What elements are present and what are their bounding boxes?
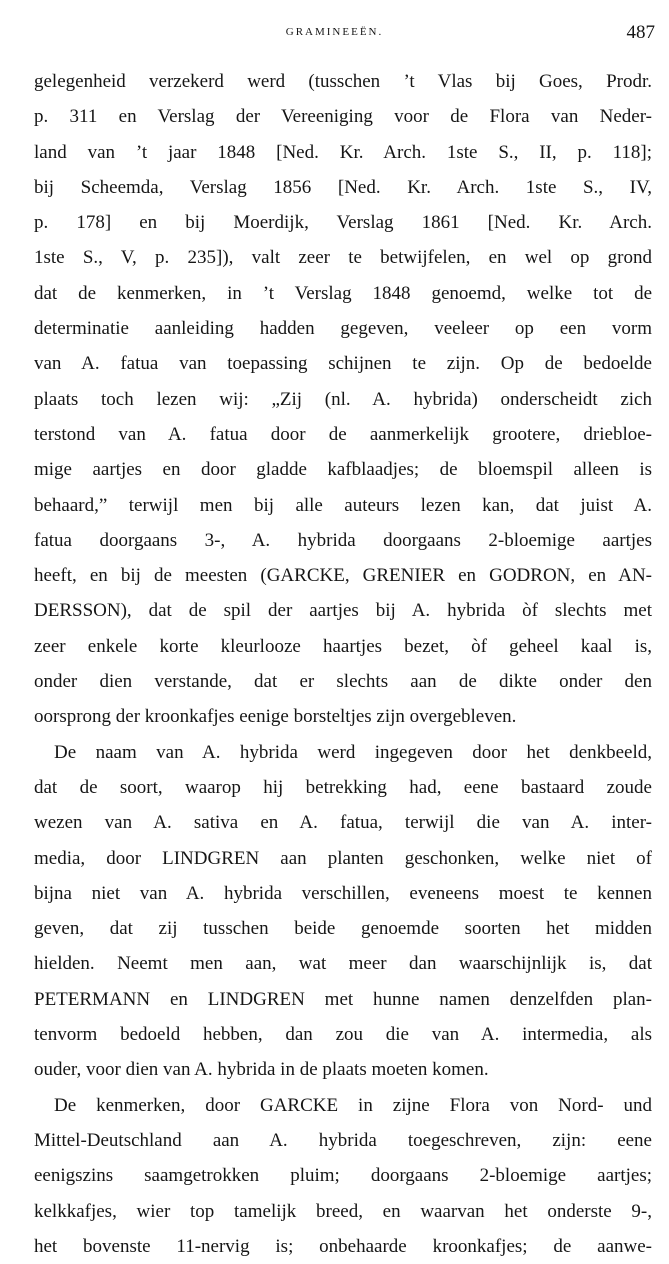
text-line: plaats toch lezen wij: „Zij (nl. A. hybrida) onderscheidt zich xyxy=(34,388,652,410)
text-line: gelegenheid verzekerd werd (tusschen ’t Vlas bij Goes, Prodr. xyxy=(34,71,652,92)
text-line: ouder, voor dien van A. hybrida in de plaats moeten komen. xyxy=(34,1059,489,1081)
body-text xyxy=(34,64,652,1264)
text-line: De naam van A. hybrida werd ingegeven door het denkbeeld, xyxy=(54,741,652,763)
text-line: zeer enkele korte kleurlooze haartjes bezet, òf geheel kaal is, xyxy=(34,635,652,657)
text-line: mige aartjes en door gladde kafblaadjes; de bloemspil alleen is xyxy=(34,459,652,481)
text-line: dat de soort, waarop hij betrekking had, eene bastaard zoude xyxy=(34,776,652,798)
text-line: geven, dat zij tusschen beide genoemde soorten het midden xyxy=(34,918,652,940)
text-line: dat de kenmerken, in ’t Verslag 1848 genoemd, welke tot de xyxy=(34,282,652,304)
page-header xyxy=(0,22,669,48)
text-line: PETERMANN en LINDGREN met hunne namen denzelfden plan- xyxy=(34,988,652,1010)
text-line: behaard,” terwijl men bij alle auteurs lezen kan, dat juist A. xyxy=(34,494,652,516)
text-line: De kenmerken, door GARCKE in zijne Flora von Nord- und xyxy=(54,1094,652,1116)
text-line: land van ’t jaar 1848 [Ned. Kr. Arch. 1ste S., II, p. 118]; xyxy=(34,141,652,163)
text-line: wezen van A. sativa en A. fatua, terwijl die van A. inter- xyxy=(34,812,652,834)
text-line: p. 311 en Verslag der Vereeniging voor de Flora van Neder- xyxy=(34,106,652,128)
page-number: 487 xyxy=(626,22,655,43)
text-line: hielden. Neemt men aan, wat meer dan waarschijnlijk is, dat xyxy=(34,953,652,975)
text-line: fatua doorgaans 3-, A. hybrida doorgaans 2-bloemige aartjes xyxy=(34,529,652,551)
text-line: van A. fatua van toepassing schijnen te zijn. Op de bedoelde xyxy=(34,353,652,375)
text-line: bij Scheemda, Verslag 1856 [Ned. Kr. Arch. 1ste S., IV, xyxy=(34,176,652,198)
text-line: onder dien verstande, dat er slechts aan de dikte onder den xyxy=(34,671,652,693)
text-line: oorsprong der kroonkafjes eenige borsteltjes zijn overgebleven. xyxy=(34,706,517,728)
text-line: heeft, en bij de meesten (GARCKE, GRENIER en GODRON, en AN- xyxy=(34,565,652,587)
text-line: 1ste S., V, p. 235]), valt zeer te betwijfelen, en wel op grond xyxy=(34,247,652,269)
text-line: terstond van A. fatua door de aanmerkelijk grootere, driebloe- xyxy=(34,423,652,445)
text-line: media, door LINDGREN aan planten geschonken, welke niet of xyxy=(34,847,652,869)
running-title: GRAMINEEËN. xyxy=(285,26,384,38)
text-line: tenvorm bedoeld hebben, dan zou die van A. intermedia, als xyxy=(34,1024,652,1046)
text-line: p. 178] en bij Moerdijk, Verslag 1861 [Ned. Kr. Arch. xyxy=(34,212,652,234)
text-line: determinatie aanleiding hadden gegeven, veeleer op een vorm xyxy=(34,318,652,340)
text-line: DERSSON), dat de spil der aartjes bij A. hybrida òf slechts met xyxy=(34,600,652,622)
text-line: bijna niet van A. hybrida verschillen, eveneens moest te kennen xyxy=(34,882,652,904)
text-line: eenigszins saamgetrokken pluim; doorgaans 2-bloemige aartjes; xyxy=(34,1165,652,1187)
text-line: kelkkafjes, wier top tamelijk breed, en waarvan het onderste 9-, xyxy=(34,1200,652,1222)
text-line: het bovenste 11-nervig is; onbehaarde kroonkafjes; de aanwe- xyxy=(34,1235,652,1257)
text-line: Mittel-Deutschland aan A. hybrida toegeschreven, zijn: eene xyxy=(34,1129,652,1151)
